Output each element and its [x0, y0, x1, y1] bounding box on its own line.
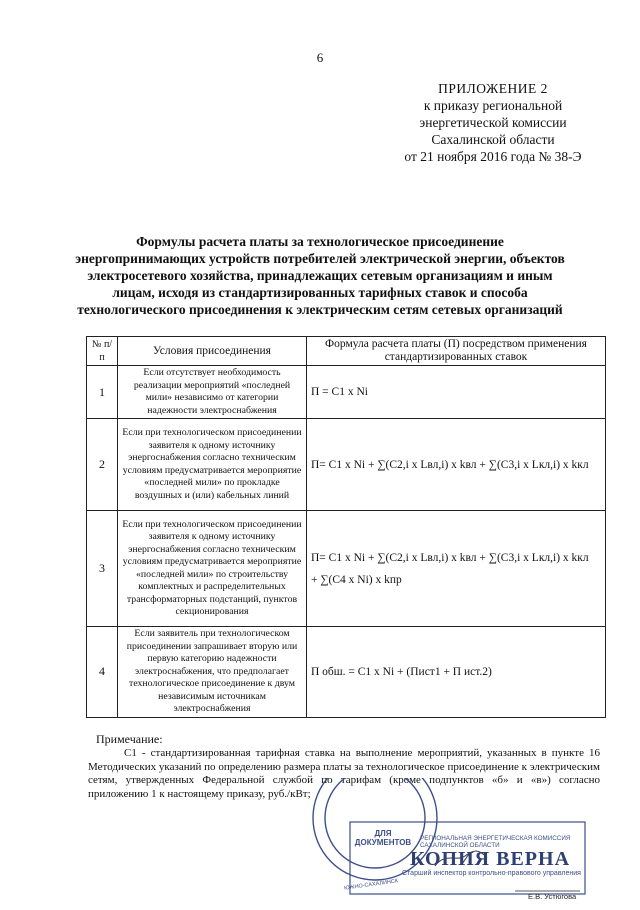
- row-num: 4: [87, 627, 118, 718]
- document-title: Формулы расчета платы за технологическое присоединение энергопринимающих устройств потребителей электрической энергии, объектов электросетевого хозяйства, принадлежащих сетевым организациям и иным лицам, исходя из стандартизированных тарифных ставок и способа технологического присоединения к электрическим сетям сетевых организаций: [75, 234, 565, 317]
- row-formula: [307, 419, 606, 511]
- table-row: [87, 511, 606, 627]
- header-num: № п/п: [87, 337, 118, 366]
- stamp-for-docs-1: ДЛЯ: [374, 829, 392, 838]
- row-conditions: Если отсутствует необходимость реализации мероприятий «последней мили» независимо от категории надежности электроснабжения: [118, 366, 307, 419]
- seal-city: ЮЖНО-САХАЛИНСК: [343, 878, 399, 892]
- row-conditions: Если при технологическом присоединении заявителя к одному источнику энергоснабжения согласно техническим условиям предусматривается мероприятие «последней мили» по строительству комплектных и распределительных трансформаторных подстанций, пунктов секционирования: [118, 511, 307, 627]
- formula-text: П = С1 х Ni: [311, 386, 368, 398]
- row-formula: [307, 511, 606, 627]
- page-number: 6: [316, 50, 324, 65]
- stamp-commission: РЕГИОНАЛЬНАЯ ЭНЕРГЕТИЧЕСКАЯ КОМИССИЯ САХАЛИНСКОЙ ОБЛАСТИ: [420, 835, 571, 849]
- row-conditions: Если заявитель при технологическом присоединении запрашивает вторую или первую категорию надежности электроснабжения, что предполагает технологическое присоединение к двум независимым источникам электроснабжения: [118, 627, 307, 718]
- appendix-line-1: к приказу региональной: [423, 98, 563, 113]
- formula-line-2: + ∑(С4 х Ni) х kпр: [311, 573, 402, 586]
- note-heading: Примечание:: [96, 732, 163, 746]
- header-formula: Формула расчета платы (П) посредством применения стандартизированных ставок: [307, 337, 606, 366]
- row-num: 2: [87, 419, 118, 511]
- certification-stamp: [290, 778, 590, 905]
- appendix-line-4: от 21 ноября 2016 года № 38-Э: [404, 149, 582, 164]
- table-row: [87, 419, 606, 511]
- row-num: 3: [87, 511, 118, 627]
- formula-text: П обш. = С1 х Ni + (Пист1 + П ист.2): [311, 665, 492, 678]
- stamp-position: Старший инспектор контрольно-правового управления: [402, 870, 581, 877]
- note-paragraph: С1 - стандартизированная тарифная ставка на выполнение мероприятий, указанных в пункте 16 Методических указаний по определению размера платы за технологическое присоединение к электрическим сетям, утвержденных Федеральной службой по тарифам (кроме подпунктов «б» и «в») согласно приложению 1 к настоящему приказу, руб./кВт;: [88, 747, 600, 800]
- stamp-for-docs-2: ДОКУМЕНТОВ: [354, 838, 412, 847]
- appendix-line-2: энергетической комиссии: [419, 115, 567, 130]
- row-num: 1: [87, 366, 118, 419]
- row-formula: [307, 627, 606, 718]
- row-conditions: Если при технологическом присоединении заявителя к одному источнику энергоснабжения согласно техническим условиям предусматривается мероприятие «последней мили» по прокладке воздушных и (или) кабельных линий: [118, 419, 307, 511]
- row-formula: [307, 366, 606, 419]
- formula-line-1: П= С1 х Ni + ∑(С2,i х Lвл,i) х kвл + ∑(С3,i х Lкл,i) х kкл: [311, 551, 589, 564]
- formula-table: [86, 336, 606, 718]
- formula-text: П= С1 х Ni + ∑(С2,i х Lвл,i) х kвл + ∑(С3,i х Lкл,i) х kкл: [311, 458, 589, 471]
- appendix-line-3: Сахалинской области: [431, 132, 555, 147]
- stamp-name: Е.В. Устюгова: [528, 892, 577, 901]
- table-row: [87, 366, 606, 419]
- stamp-copy-true: КОПИЯ ВЕРНА: [410, 848, 571, 870]
- appendix-header: [368, 80, 618, 165]
- table-header-row: [87, 337, 606, 366]
- appendix-heading: ПРИЛОЖЕНИЕ 2: [438, 81, 548, 96]
- table-row: [87, 627, 606, 718]
- header-conditions: Условия присоединения: [118, 337, 307, 366]
